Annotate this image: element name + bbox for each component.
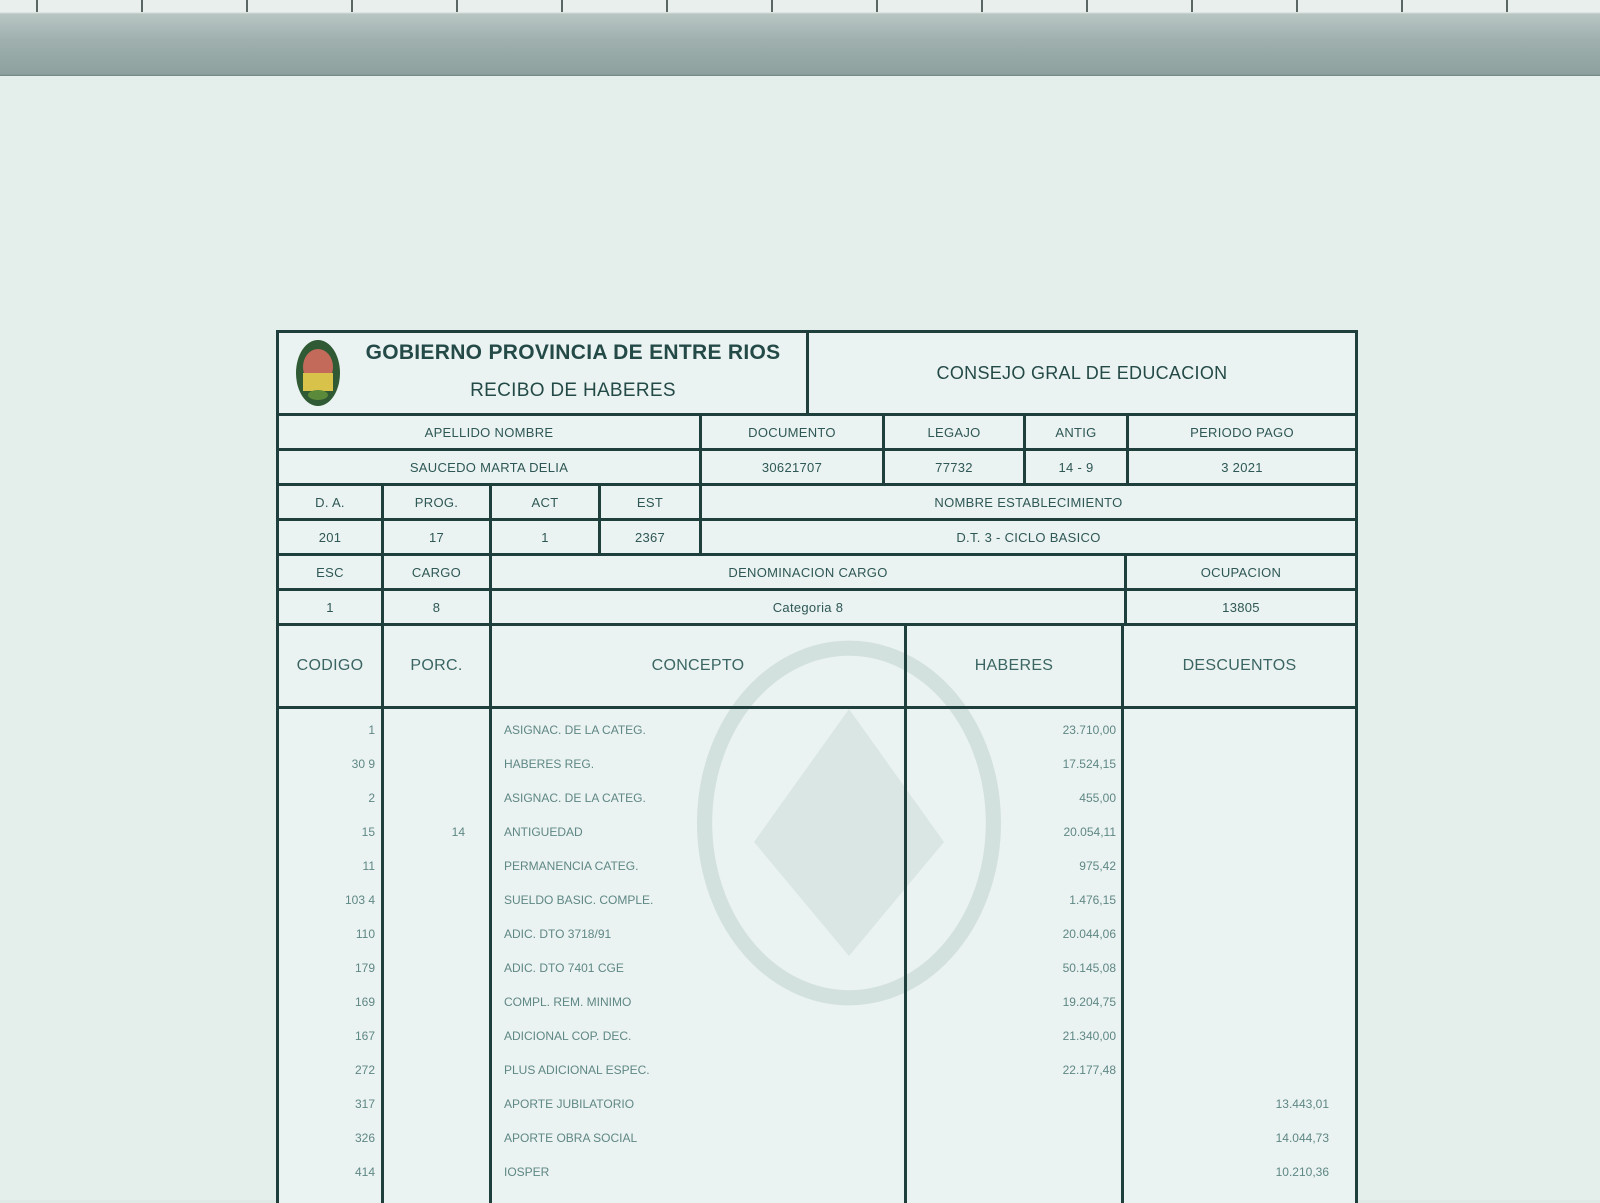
value-antig: 14 - 9: [1058, 459, 1094, 475]
row-concepto: PLUS ADICIONAL ESPEC.: [504, 1063, 650, 1077]
label-antig: ANTIG: [1055, 424, 1097, 440]
value-esc: 1: [326, 599, 334, 615]
ruler-tick: [141, 0, 143, 12]
row-porc: [385, 713, 465, 747]
pay-receipt: [276, 330, 1358, 1203]
table-row: [279, 1019, 1355, 1053]
ruler-tick: [981, 0, 983, 12]
row-concepto: PERMANENCIA CATEG.: [504, 859, 639, 873]
row-code: 317: [354, 1097, 375, 1111]
ruler-tick: [561, 0, 563, 12]
row-porc: [385, 781, 465, 815]
value-prog: 17: [428, 529, 445, 545]
row-code: 110: [355, 927, 375, 941]
ruler-tick: [771, 0, 773, 12]
row-porc: [385, 747, 465, 781]
table-row: [279, 1121, 1355, 1155]
row-haberes: [911, 1121, 1116, 1155]
row-porc: [385, 1087, 465, 1121]
row-concepto: ADIC. DTO 3718/91: [504, 927, 612, 941]
value-da: 201: [318, 529, 342, 545]
row-code: 272: [354, 1063, 375, 1077]
value-periodo-pago: 3 2021: [1221, 459, 1263, 475]
value-denominacion-cargo: Categoria 8: [772, 599, 844, 615]
row-concepto: IOSPER: [504, 1165, 550, 1179]
table-row: [279, 1087, 1355, 1121]
government-title: GOBIERNO PROVINCIA DE ENTRE RIOS: [365, 341, 781, 364]
row-concepto: HABERES REG.: [504, 757, 595, 771]
ruler-tick: [351, 0, 353, 12]
column-header-concepto: CONCEPTO: [651, 657, 745, 674]
row-haberes: 21.340,00: [1062, 1029, 1116, 1043]
table-row: [279, 815, 1355, 849]
row-porc: [385, 883, 465, 917]
ruler-tick: [36, 0, 38, 12]
table-row: [279, 1155, 1355, 1189]
row-descuentos: [1121, 1019, 1329, 1053]
value-nombre-establecimiento: D.T. 3 - CICLO BASICO: [956, 529, 1101, 545]
value-est: 2367: [634, 529, 666, 545]
row-concepto: APORTE OBRA SOCIAL: [504, 1131, 638, 1145]
label-nombre-establecimiento: NOMBRE ESTABLECIMIENTO: [934, 494, 1123, 510]
table-row: [279, 985, 1355, 1019]
value-documento: 30621707: [761, 459, 823, 475]
value-ocupacion: 13805: [1222, 599, 1260, 615]
ruler-tick: [666, 0, 668, 12]
row-descuentos: [1121, 713, 1329, 747]
row-concepto: APORTE JUBILATORIO: [504, 1097, 635, 1111]
top-toolbar: [0, 0, 1600, 76]
row-descuentos: [1121, 917, 1329, 951]
row-code: 15: [361, 825, 375, 839]
row-haberes: 20.054,11: [1063, 825, 1116, 839]
value-act: 1: [541, 529, 549, 545]
table-row: [279, 883, 1355, 917]
row-porc: [385, 1053, 465, 1087]
row-porc: [385, 1155, 465, 1189]
label-da: D. A.: [315, 494, 345, 510]
row-descuentos: [1121, 985, 1329, 1019]
ruler-tick: [1506, 0, 1508, 12]
row-code: 1: [368, 723, 375, 737]
row-descuentos: [1121, 815, 1329, 849]
row-descuentos: [1121, 1053, 1329, 1087]
row-haberes: [911, 1087, 1116, 1121]
row-descuentos: 14.044,73: [1275, 1131, 1329, 1145]
document-title: RECIBO DE HABERES: [470, 380, 676, 401]
column-header-codigo: CODIGO: [296, 657, 364, 674]
row-code: 103 4: [344, 893, 375, 907]
row-porc: [385, 917, 465, 951]
row-haberes: 19.204,75: [1062, 995, 1116, 1009]
label-prog: PROG.: [414, 494, 459, 510]
row-descuentos: 13.443,01: [1275, 1097, 1329, 1111]
label-apellido-nombre: APELLIDO NOMBRE: [424, 424, 554, 440]
column-header-haberes: HABERES: [974, 657, 1054, 674]
row-haberes: 17.524,15: [1062, 757, 1116, 771]
row-code: 414: [354, 1165, 375, 1179]
row-descuentos: [1121, 781, 1329, 815]
value-cargo: 8: [432, 599, 441, 615]
ruler-tick: [1296, 0, 1298, 12]
row-descuentos: [1121, 747, 1329, 781]
table-row: [279, 849, 1355, 883]
label-esc: ESC: [316, 564, 344, 580]
row-haberes: 23.710,00: [1062, 723, 1116, 737]
label-documento: DOCUMENTO: [748, 424, 836, 440]
ruler-tick: [246, 0, 248, 12]
row-descuentos: 10.210,36: [1275, 1165, 1329, 1179]
label-legajo: LEGAJO: [927, 424, 981, 440]
ruler-tick: [456, 0, 458, 12]
label-periodo-pago: PERIODO PAGO: [1190, 424, 1294, 440]
row-haberes: 22.177,48: [1062, 1063, 1116, 1077]
row-haberes: 975,42: [1079, 859, 1116, 873]
row-code: 169: [354, 995, 375, 1009]
row-descuentos: [1121, 951, 1329, 985]
label-ocupacion: OCUPACION: [1200, 564, 1282, 580]
row-concepto: ASIGNAC. DE LA CATEG.: [504, 723, 646, 737]
value-apellido-nombre: SAUCEDO MARTA DELIA: [409, 459, 569, 475]
table-row: [279, 713, 1355, 747]
label-est: EST: [636, 494, 664, 510]
table-row: [279, 1053, 1355, 1087]
table-row: [279, 747, 1355, 781]
council-title: CONSEJO GRAL DE EDUCACION: [936, 362, 1228, 383]
row-concepto: ADICIONAL COP. DEC.: [504, 1029, 632, 1043]
row-porc: [385, 951, 465, 985]
ruler-tick: [876, 0, 878, 12]
table-row: [279, 781, 1355, 815]
row-porc: [385, 849, 465, 883]
row-concepto: ADIC. DTO 7401 CGE: [504, 961, 624, 975]
row-haberes: 455,00: [1079, 791, 1116, 805]
row-code: 11: [362, 859, 375, 873]
table-row: [279, 917, 1355, 951]
row-porc: [385, 1019, 465, 1053]
row-code: 2: [368, 791, 375, 805]
ruler-tick: [1191, 0, 1193, 12]
table-row: [279, 951, 1355, 985]
row-concepto: ANTIGUEDAD: [504, 825, 583, 839]
column-header-descuentos: DESCUENTOS: [1182, 657, 1297, 674]
ruler-tick: [1086, 0, 1088, 12]
row-haberes: [911, 1155, 1116, 1189]
row-concepto: COMPL. REM. MINIMO: [504, 995, 632, 1009]
concept-table: [279, 713, 1355, 1203]
label-denominacion-cargo: DENOMINACION CARGO: [728, 564, 888, 580]
value-legajo: 77732: [935, 459, 973, 475]
row-concepto: ASIGNAC. DE LA CATEG.: [504, 791, 646, 805]
row-porc: 14: [451, 825, 465, 839]
row-haberes: 50.145,08: [1062, 961, 1116, 975]
province-crest-icon: [293, 337, 343, 409]
row-haberes: 20.044,06: [1062, 927, 1116, 941]
horizontal-ruler[interactable]: [0, 0, 1600, 14]
label-cargo: CARGO: [411, 564, 462, 580]
row-code: 167: [354, 1029, 375, 1043]
ruler-tick: [1401, 0, 1403, 12]
label-act: ACT: [531, 494, 559, 510]
row-code: 30 9: [351, 757, 375, 771]
row-haberes: 1.476,15: [1069, 893, 1116, 907]
column-header-porc: PORC.: [410, 657, 463, 674]
row-porc: [385, 985, 465, 1019]
row-descuentos: [1121, 883, 1329, 917]
row-code: 179: [354, 961, 375, 975]
row-porc: [385, 1121, 465, 1155]
row-code: 326: [354, 1131, 375, 1145]
row-descuentos: [1121, 849, 1329, 883]
row-concepto: SUELDO BASIC. COMPLE.: [504, 893, 654, 907]
